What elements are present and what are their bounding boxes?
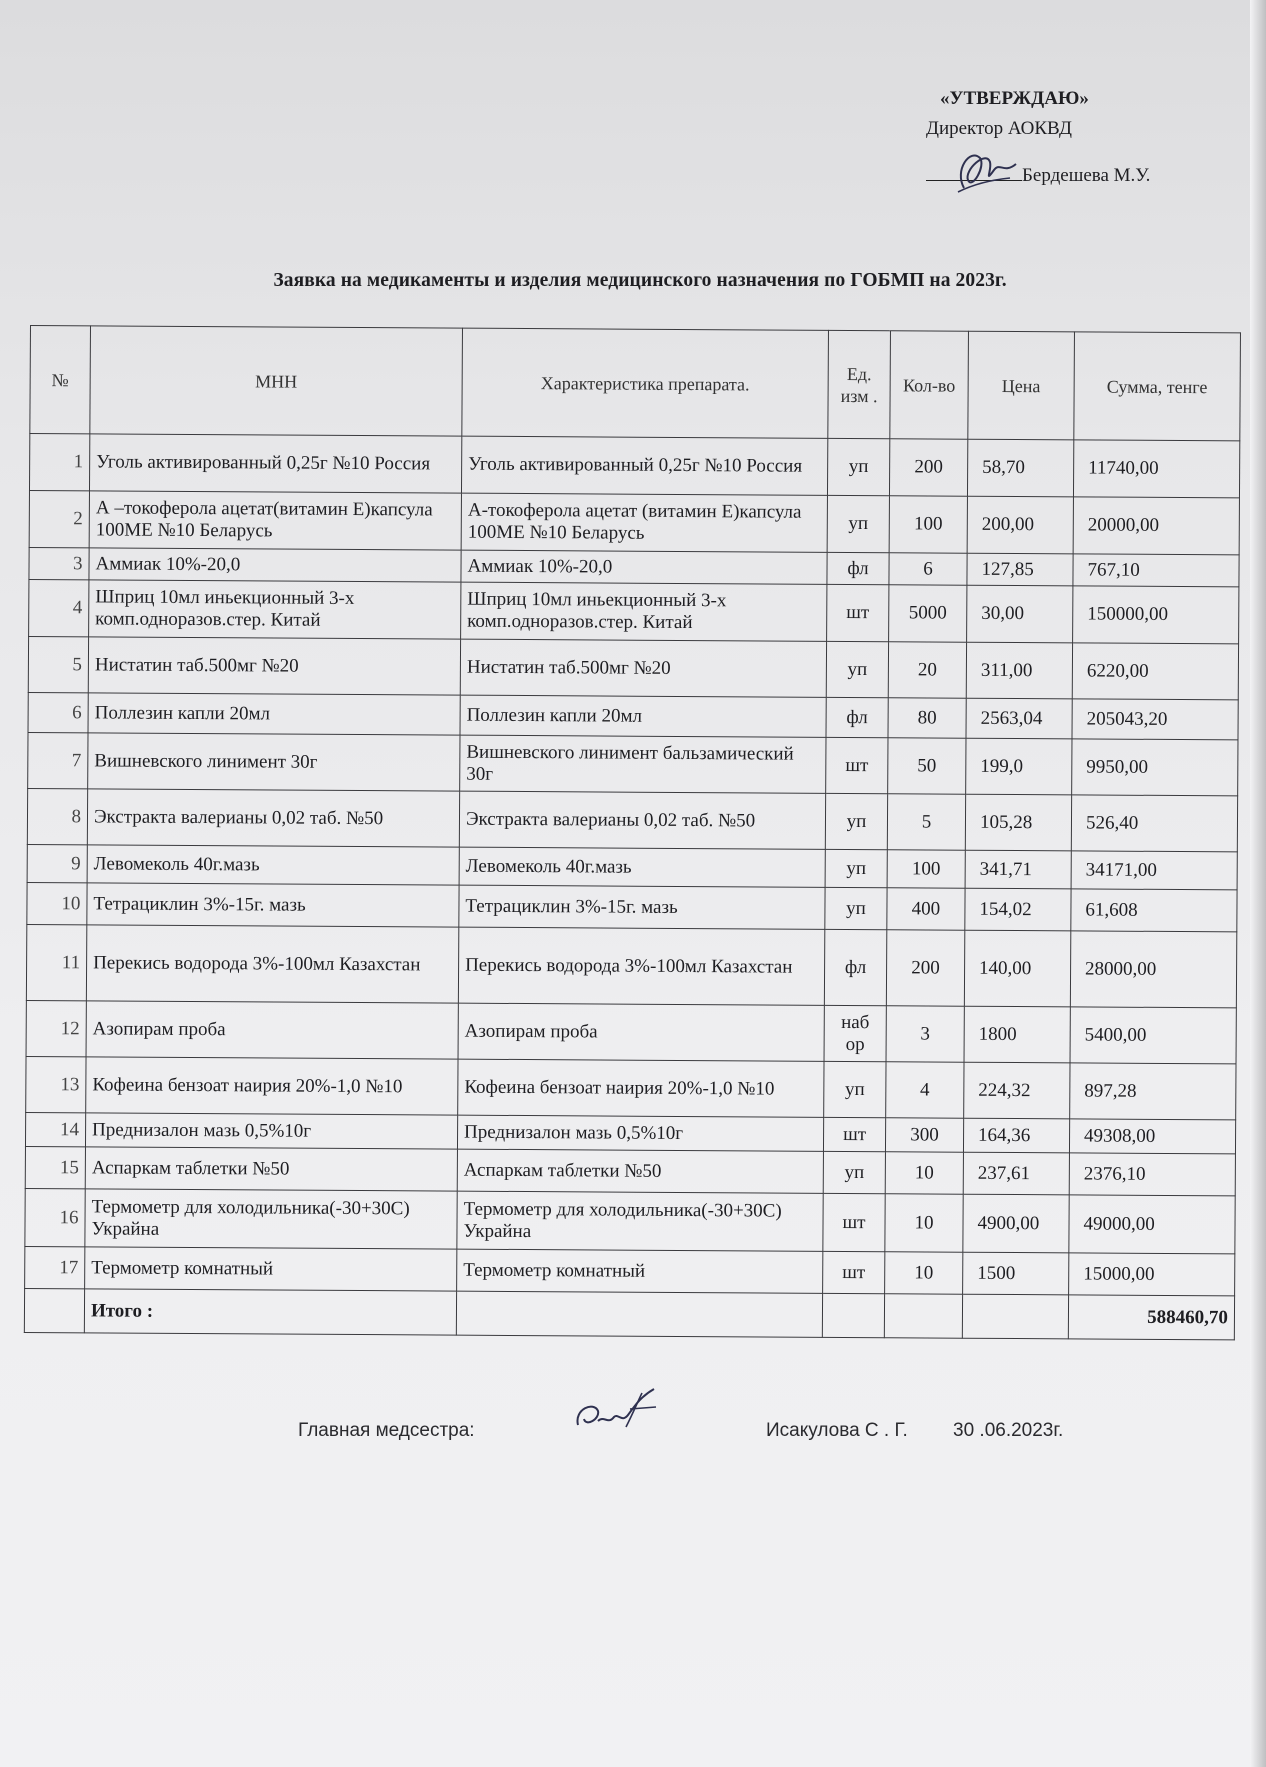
cell-sum: 526,40 [1071,795,1237,852]
cell-price: 200,00 [967,496,1073,554]
cell-qty: 20 [888,642,966,698]
cell-no: 6 [28,692,88,732]
request-table [24,325,1241,1340]
cell-desc: Аспаркам таблетки №50 [457,1149,823,1193]
cell-desc: Поллезин капли 20мл [460,695,826,737]
header-desc: Характеристика препарата. [462,328,829,438]
table-row [27,788,1237,851]
cell-name: Аспаркам таблетки №50 [85,1147,457,1191]
cell-unit: шт [823,1117,885,1151]
cell-price: 30,00 [967,585,1073,643]
cell-qty: 3 [886,1006,964,1062]
footer-role: Главная медсестра: [298,1420,475,1441]
cell-sum: 205043,20 [1072,699,1238,740]
cell-price: 154,02 [965,888,1071,931]
cell-price: 224,32 [964,1062,1070,1119]
footer-name: Исакулова С . Г. [766,1420,908,1441]
cell-no: 4 [29,579,89,636]
total-label: Итого : [84,1289,456,1335]
cell-sum: 150000,00 [1073,586,1239,644]
cell-unit: уп [825,849,887,887]
table-row [29,579,1239,643]
cell-name: А –токоферола ацетат(витамин Е)капсула 100МЕ №10 Беларусь [89,491,461,550]
cell-name: Уголь активированный 0,25г №10 Россия [89,434,461,493]
table-row [25,1246,1235,1295]
cell-no: 14 [25,1112,85,1146]
cell-price: 164,36 [963,1118,1069,1153]
cell-price: 199,0 [966,738,1072,795]
cell-name: Азопирам проба [86,1001,458,1059]
cell-name: Термометр для холодильника(-30+30С) Украйна [85,1189,457,1249]
header-sum: Сумма, тенге [1074,332,1241,441]
cell-qty: 200 [889,439,967,496]
approval-title: «УТВЕРЖДАЮ» [940,88,1089,109]
cell-no: 13 [26,1056,86,1112]
cell-name: Поллезин капли 20мл [88,693,460,735]
cell-name: Экстракта валерианы 0,02 таб. №50 [87,789,459,847]
document-title: Заявка на медикаменты и изделия медицинского назначения по ГОБМП на 2023г. [273,270,1007,291]
cell-qty: 5 [887,794,965,850]
cell-unit: шт [827,584,889,641]
cell-qty: 200 [886,930,964,1006]
cell-qty: 400 [887,888,965,930]
cell-qty: 4 [886,1062,964,1118]
cell-desc: Термометр комнатный [457,1249,823,1293]
cell-qty: 5000 [889,585,967,642]
cell-desc: Шприц 10мл иньекционный 3-х комп.одноразов.стер. Китай [461,582,827,641]
cell-sum: 15000,00 [1069,1253,1235,1296]
cell-no: 8 [27,788,87,844]
cell-name: Перекись водорода 3%-100мл Казахстан [86,925,458,1003]
cell-desc: Вишневского линимент бальзамический 30г [460,735,826,793]
table-row [25,1188,1235,1253]
table-row [26,924,1236,1007]
cell-unit: шт [823,1251,885,1293]
cell-qty: 10 [885,1152,963,1194]
cell-desc: Аммиак 10%-20,0 [461,550,827,584]
cell-name: Аммиак 10%-20,0 [89,548,461,582]
cell-qty: 50 [888,738,966,794]
cell-unit: фл [826,697,888,737]
table-row [25,1146,1235,1195]
header-qty: Кол-во [890,331,969,439]
cell-sum: 61,608 [1071,889,1237,932]
cell-unit: фл [827,552,889,584]
cell-sum: 897,28 [1070,1063,1236,1120]
cell-desc: Левомеколь 40г.мазь [459,847,825,887]
cell-empty [456,1291,822,1337]
cell-unit: шт [826,737,888,793]
cell-unit: наб ор [824,1005,886,1061]
cell-no: 5 [28,636,88,692]
cell-name: Левомеколь 40г.мазь [87,845,459,885]
header-no: № [30,326,91,434]
table-row [27,882,1237,931]
cell-qty: 10 [885,1252,963,1294]
cell-unit: уп [823,1151,885,1193]
cell-name: Шприц 10мл иньекционный 3-х комп.одноразов.стер. Китай [89,580,461,639]
cell-price: 2563,04 [966,698,1072,739]
cell-price: 140,00 [964,930,1070,1007]
total-sum: 588460,70 [1068,1295,1234,1340]
cell-desc: Экстракта валерианы 0,02 таб. №50 [459,791,825,849]
paper-edge [1250,0,1266,1767]
cell-empty [884,1294,962,1338]
cell-unit: уп [824,1061,886,1117]
cell-sum: 5400,00 [1070,1007,1236,1064]
cell-sum: 2376,10 [1069,1153,1235,1196]
cell-qty: 10 [885,1194,963,1252]
cell-sum: 9950,00 [1072,739,1238,796]
nurse-signature-icon [568,1385,668,1445]
cell-no: 2 [29,490,89,547]
cell-unit: уп [827,438,889,495]
table-header-row [30,326,1241,441]
cell-price: 4900,00 [963,1194,1069,1253]
cell-no: 1 [29,434,89,491]
table-row [29,434,1239,498]
cell-desc: Кофеина бензоат наирия 20%-1,0 №10 [458,1059,824,1117]
director-signature-icon [950,140,1020,200]
cell-qty: 300 [885,1118,963,1152]
cell-no: 16 [25,1188,85,1246]
cell-sum: 28000,00 [1070,931,1236,1008]
cell-unit: уп [825,887,887,929]
cell-price: 127,85 [967,553,1073,586]
cell-sum: 49000,00 [1069,1195,1235,1254]
cell-sum: 11740,00 [1073,440,1239,498]
cell-sum: 6220,00 [1072,643,1238,700]
cell-empty [962,1294,1068,1339]
cell-name: Термометр комнатный [85,1247,457,1291]
cell-desc: Тетрациклин 3%-15г. мазь [459,885,825,929]
cell-desc: А-токоферола ацетат (витамин Е)капсула 100МЕ №10 Беларусь [461,493,827,552]
header-unit: Ед. изм . [828,330,891,438]
cell-qty: 6 [889,553,967,585]
cell-no: 12 [26,1000,86,1056]
cell-qty: 100 [889,496,967,553]
cell-price: 341,71 [965,850,1071,889]
cell-sum: 20000,00 [1073,497,1239,555]
approval-signer: Бердешева М.У. [1022,165,1151,186]
header-price: Цена [968,331,1075,440]
cell-price: 105,28 [965,794,1071,851]
cell-empty [822,1293,884,1337]
cell-unit: уп [825,793,887,849]
cell-no: 9 [27,844,87,882]
cell-no: 15 [25,1146,85,1188]
cell-sum: 49308,00 [1069,1119,1235,1154]
cell-price: 58,70 [967,439,1073,497]
cell-name: Нистатин таб.500мг №20 [88,637,460,695]
cell-price: 237,61 [963,1152,1069,1195]
table-row [26,1056,1236,1119]
cell-sum: 34171,00 [1071,851,1237,890]
cell-price: 1500 [963,1252,1069,1295]
footer-date: 30 .06.2023г. [953,1420,1064,1441]
cell-unit: фл [824,929,886,1005]
table-row [28,732,1238,795]
table-row [29,490,1239,554]
cell-name: Кофеина бензоат наирия 20%-1,0 №10 [86,1057,458,1115]
cell-desc: Уголь активированный 0,25г №10 Россия [461,436,827,495]
cell-unit: шт [823,1193,885,1251]
cell-qty: 100 [887,850,965,888]
cell-sum: 767,10 [1073,554,1239,587]
cell-price: 311,00 [966,642,1072,699]
cell-unit: уп [826,641,888,697]
cell-no: 11 [26,924,86,1000]
cell-price: 1800 [964,1006,1070,1063]
cell-empty [24,1288,84,1332]
cell-desc: Азопирам проба [458,1003,824,1061]
cell-desc: Преднизалон мазь 0,5%10г [457,1115,823,1151]
table-row [28,636,1238,699]
cell-qty: 80 [888,698,966,738]
cell-desc: Термометр для холодильника(-30+30С) Украйна [457,1191,823,1251]
table-row [26,1000,1236,1063]
cell-no: 10 [27,882,87,924]
header-name: МНН [90,326,463,436]
cell-no: 17 [25,1246,85,1288]
cell-name: Тетрациклин 3%-15г. мазь [87,883,459,927]
table-total-row [24,1288,1234,1339]
cell-name: Вишневского линимент 30г [88,733,460,791]
cell-no: 7 [28,732,88,788]
approval-position: Директор АОКВД [926,118,1072,139]
cell-desc: Перекись водорода 3%-100мл Казахстан [458,927,824,1005]
cell-no: 3 [29,547,89,579]
cell-name: Преднизалон мазь 0,5%10г [85,1113,457,1149]
cell-desc: Нистатин таб.500мг №20 [460,639,826,697]
cell-unit: уп [827,495,889,552]
